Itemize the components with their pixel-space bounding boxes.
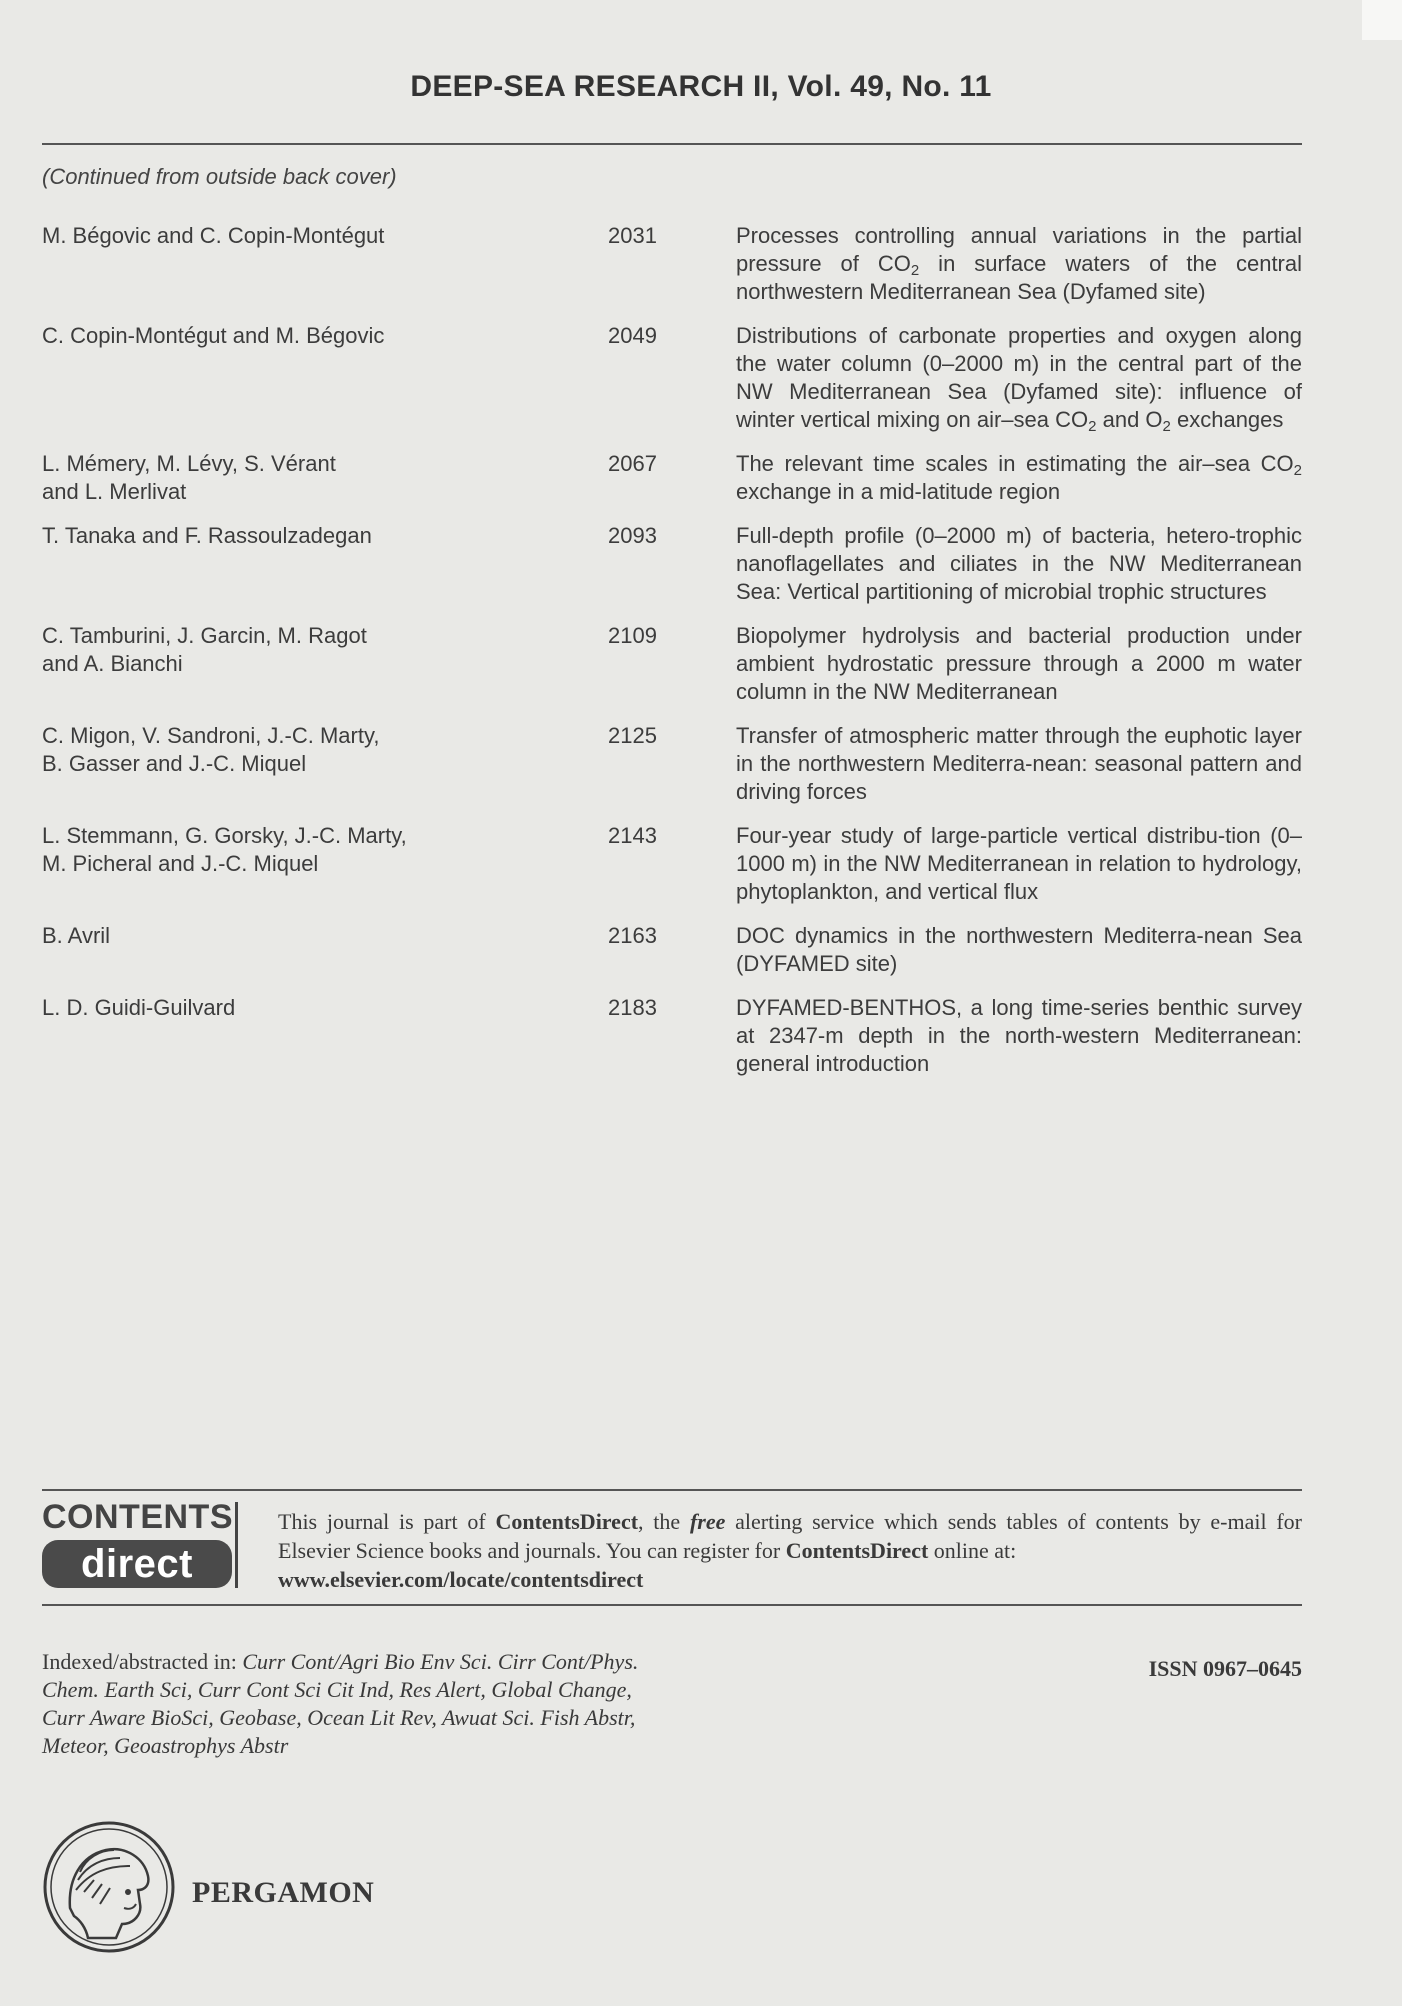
title-text: Biopolymer hydrolysis and bacterial production under ambient hydrostatic pressure through a 2000 m water column in the NW Mediterranean <box>736 623 1302 704</box>
toc-author-line: and L. Merlivat <box>42 479 187 504</box>
toc-author-line: and A. Bianchi <box>42 651 183 676</box>
toc-authors <box>42 822 512 878</box>
toc-article-title[interactable] <box>736 922 1302 978</box>
toc-entry <box>42 622 1302 706</box>
contents-direct-logo <box>42 1498 238 1592</box>
toc-article-title[interactable] <box>736 822 1302 906</box>
title-text: and O <box>1096 407 1163 432</box>
notice-brand-1: ContentsDirect <box>495 1509 639 1534</box>
toc-authors <box>42 522 512 550</box>
toc-author-line: M. Picheral and J.-C. Miquel <box>42 851 319 876</box>
toc-authors <box>42 994 512 1022</box>
toc-entry <box>42 522 1302 606</box>
toc-authors <box>42 722 512 778</box>
toc-page-number: 2093 <box>608 523 657 548</box>
toc-page-number: 2109 <box>608 623 657 648</box>
toc-author-line: C. Migon, V. Sandroni, J.-C. Marty, <box>42 723 380 748</box>
indexed-abstracted <box>42 1648 642 1760</box>
toc-page-number: 2125 <box>608 723 657 748</box>
contents-direct-logo-bottom: direct <box>42 1540 232 1588</box>
toc-author-line: B. Gasser and J.-C. Miquel <box>42 751 307 776</box>
toc-author-line: L. Stemmann, G. Gorsky, J.-C. Marty, <box>42 823 407 848</box>
toc-entry <box>42 922 1302 978</box>
contents-direct-logo-top: CONTENTS <box>42 1498 233 1536</box>
title-text: exchange in a mid-latitude region <box>736 479 1061 504</box>
toc-author-line: L. Mémery, M. Lévy, S. Vérant <box>42 451 336 476</box>
title-text: Distributions of carbonate properties and oxygen along the water column (0–2000 m) in the central part of the NW Mediterranean Sea (Dyfamed site): influence of winter vertical mixing on air–sea CO <box>736 323 1302 432</box>
toc-author-line: M. Bégovic and C. Copin-Montégut <box>42 223 385 248</box>
toc-entry <box>42 222 1302 306</box>
indexed-lists: Curr Cont/Agri Bio Env Sci. Cirr Cont/Phys. Chem. Earth Sci, Curr Cont Sci Cit Ind, Res Alert, Global Change, Curr Aware BioSci, Geobase, Ocean Lit Rev, Awuat Sci. Fish Abstr, Meteor, Geoastrophys Abstr <box>42 1649 639 1758</box>
notice-free: free <box>689 1509 726 1534</box>
header-divider <box>42 143 1302 145</box>
toc-authors <box>42 322 512 350</box>
title-text: DOC dynamics in the northwestern Mediterra-nean Sea (DYFAMED site) <box>736 923 1302 976</box>
toc-page-number: 2049 <box>608 323 657 348</box>
toc-page-number: 2067 <box>608 451 657 476</box>
contents-direct-divider-bottom <box>42 1604 1302 1606</box>
journal-header: DEEP-SEA RESEARCH II, Vol. 49, No. 11 <box>410 70 992 103</box>
toc-author-line: C. Copin-Montégut and M. Bégovic <box>42 323 385 348</box>
toc-author-line: T. Tanaka and F. Rassoulzadegan <box>42 523 372 548</box>
notice-brand-2: ContentsDirect <box>785 1538 929 1563</box>
issn: ISSN 0967–0645 <box>1148 1656 1302 1681</box>
title-text: Four-year study of large-particle vertical distribu-tion (0–1000 m) in the NW Mediterranean in relation to hydrology, phytoplankton, and vertical flux <box>736 823 1302 904</box>
notice-text-2: , the <box>638 1509 690 1534</box>
notice-text-1: This journal is part of <box>278 1509 496 1534</box>
toc-entry <box>42 822 1302 906</box>
toc-article-title[interactable] <box>736 222 1302 306</box>
notice-text-3: alerting service which sends tables of contents by e-mail for Elsevier Science books and journals. You can register for <box>278 1509 1302 1563</box>
title-text: Transfer of atmospheric matter through the euphotic layer in the northwestern Mediterra-nean: seasonal pattern and driving forces <box>736 723 1302 804</box>
pergamon-helmet-head-icon <box>40 1820 178 1954</box>
toc-article-title[interactable] <box>736 722 1302 806</box>
contents-direct-url[interactable]: www.elsevier.com/locate/contentsdirect <box>278 1567 644 1592</box>
toc-entry <box>42 722 1302 806</box>
toc-authors <box>42 922 512 950</box>
toc-article-title[interactable] <box>736 322 1302 434</box>
publisher-name: PERGAMON <box>192 1876 375 1909</box>
toc-authors <box>42 450 512 506</box>
toc-author-line: L. D. Guidi-Guilvard <box>42 995 236 1020</box>
page-corner <box>1362 0 1402 40</box>
continued-note: (Continued from outside back cover) <box>42 164 397 189</box>
title-subscript: 2 <box>910 262 920 279</box>
title-text: Full-depth profile (0–2000 m) of bacteria, hetero-trophic nanoflagellates and ciliates in the NW Mediterranean Sea: Vertical partitioning of microbial trophic structures <box>736 523 1302 604</box>
toc-entry <box>42 322 1302 434</box>
table-of-contents <box>42 222 1302 1078</box>
toc-article-title[interactable] <box>736 450 1302 506</box>
indexed-label: Indexed/abstracted in: <box>42 1649 243 1674</box>
toc-entry <box>42 450 1302 506</box>
title-text: The relevant time scales in estimating the air–sea CO <box>736 451 1294 476</box>
toc-authors <box>42 222 512 250</box>
toc-page-number: 2163 <box>608 923 657 948</box>
toc-page-number: 2183 <box>608 995 657 1020</box>
title-subscript: 2 <box>1162 418 1171 435</box>
toc-authors <box>42 622 512 678</box>
title-subscript: 2 <box>1088 418 1097 435</box>
toc-article-title[interactable] <box>736 622 1302 706</box>
title-text: DYFAMED-BENTHOS, a long time-series benthic survey at 2347-m depth in the north-western Mediterranean: general introduction <box>736 995 1302 1076</box>
title-subscript: 2 <box>1293 462 1302 479</box>
toc-author-line: B. Avril <box>42 923 111 948</box>
toc-article-title[interactable] <box>736 522 1302 606</box>
notice-text-4: online at: <box>928 1538 1017 1563</box>
title-text: exchanges <box>1170 407 1284 432</box>
logo-divider <box>235 1502 238 1588</box>
title-text: Processes controlling annual variations in the partial pressure of CO <box>736 223 1302 276</box>
toc-entry <box>42 994 1302 1078</box>
contents-direct-divider-top <box>42 1489 1302 1491</box>
toc-author-line: C. Tamburini, J. Garcin, M. Ragot <box>42 623 367 648</box>
contents-direct-notice <box>278 1507 1302 1594</box>
toc-page-number: 2031 <box>608 223 657 248</box>
title-text: in surface waters of the central northwestern Mediterranean Sea (Dyfamed site) <box>736 251 1303 304</box>
toc-article-title[interactable] <box>736 994 1302 1078</box>
toc-page-number: 2143 <box>608 823 657 848</box>
